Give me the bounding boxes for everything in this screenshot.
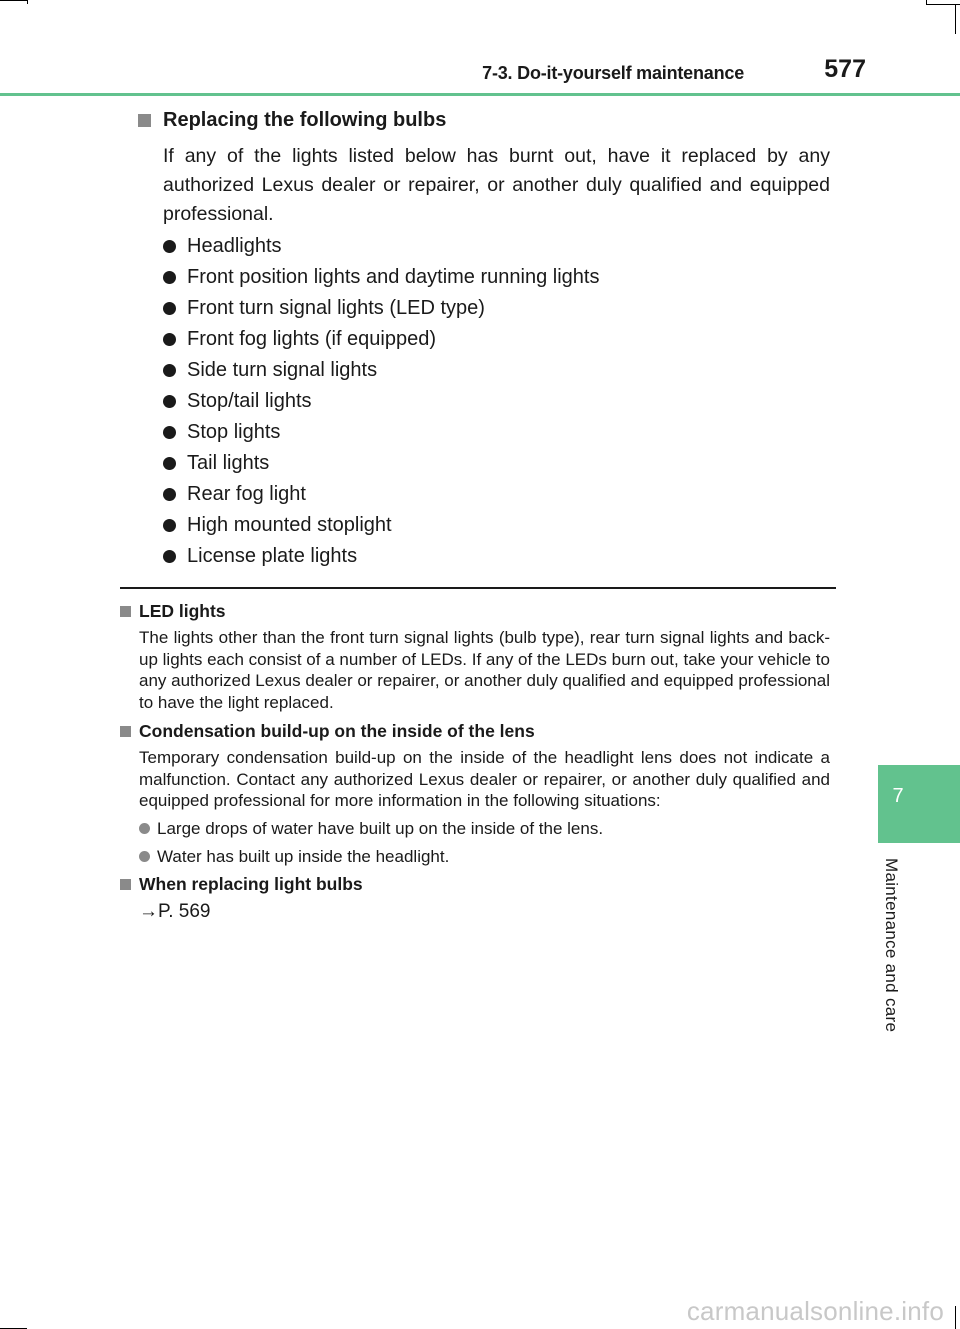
list-item: Front position lights and daytime running lights xyxy=(163,262,838,293)
square-bullet-icon xyxy=(120,606,131,617)
note-heading-replacing-bulbs: When replacing light bulbs xyxy=(120,873,830,897)
chapter-label xyxy=(881,858,911,1058)
header-rule xyxy=(0,93,960,96)
bullet-dot-icon xyxy=(163,364,176,377)
list-item: License plate lights xyxy=(163,541,838,572)
list-item: Front turn signal lights (LED type) xyxy=(163,293,838,324)
page-header xyxy=(0,0,960,96)
bullet-dot-icon xyxy=(163,240,176,253)
square-bullet-icon xyxy=(138,114,151,127)
list-item: Large drops of water have built up on the inside of the lens. xyxy=(139,815,830,843)
bullet-dot-icon xyxy=(139,823,150,834)
section-divider xyxy=(120,587,836,589)
list-item: Side turn signal lights xyxy=(163,355,838,386)
list-item: Stop lights xyxy=(163,417,838,448)
watermark: carmanualsonline.info xyxy=(686,1296,944,1326)
section-title: 7-3. Do-it-yourself maintenance xyxy=(482,63,744,83)
bullet-dot-icon xyxy=(163,271,176,284)
list-item: Tail lights xyxy=(163,448,838,479)
bullet-dot-icon xyxy=(139,851,150,862)
note-heading-led: LED lights xyxy=(120,599,830,623)
note-body-led: The lights other than the front turn signal lights (bulb type), rear turn signal lights and back-up lights each consist of a number of LEDs. If any of the LEDs burn out, take your vehicle to any authorized Lexus dealer or repairer, or another duly qualified and equipped professional to have the light replaced. xyxy=(139,628,830,712)
chapter-tab xyxy=(878,765,960,843)
crop-mark xyxy=(955,1306,956,1329)
list-item: Stop/tail lights xyxy=(163,386,838,417)
list-item: Water has built up inside the headlight. xyxy=(139,843,830,871)
notes-section xyxy=(120,599,830,923)
section-heading-text: Replacing the following bulbs xyxy=(163,108,447,131)
replacing-bulbs-section xyxy=(138,106,838,572)
list-item: Headlights xyxy=(163,231,838,262)
bullet-dot-icon xyxy=(163,550,176,563)
note-heading-condensation: Condensation build-up on the inside of the lens xyxy=(120,719,830,743)
bullet-dot-icon xyxy=(163,395,176,408)
intro-paragraph: If any of the lights listed below has burnt out, have it replaced by any authorized Lexus dealer or repairer, or another duly qualified and equipped professional. xyxy=(163,145,830,225)
list-item: Front fog lights (if equipped) xyxy=(163,324,838,355)
chapter-label-text: Maintenance and care xyxy=(882,858,901,1033)
page-number: 577 xyxy=(824,55,866,83)
list-item: Rear fog light xyxy=(163,479,838,510)
page-reference-link[interactable]: →P. 569 xyxy=(139,900,211,922)
square-bullet-icon xyxy=(120,879,131,890)
square-bullet-icon xyxy=(120,726,131,737)
bullet-dot-icon xyxy=(163,457,176,470)
bulb-list xyxy=(163,231,838,572)
list-item: High mounted stoplight xyxy=(163,510,838,541)
bullet-dot-icon xyxy=(163,333,176,346)
section-heading xyxy=(138,106,838,134)
bullet-dot-icon xyxy=(163,426,176,439)
chapter-number: 7 xyxy=(892,785,904,807)
bullet-dot-icon xyxy=(163,302,176,315)
bullet-dot-icon xyxy=(163,519,176,532)
bullet-dot-icon xyxy=(163,488,176,501)
note-body-condensation: Temporary condensation build-up on the inside of the headlight lens does not indicate a malfunction. Contact any authorized Lexus dealer or repairer, or another duly qualified and equipped professional for more information in the following situations: xyxy=(139,748,830,810)
